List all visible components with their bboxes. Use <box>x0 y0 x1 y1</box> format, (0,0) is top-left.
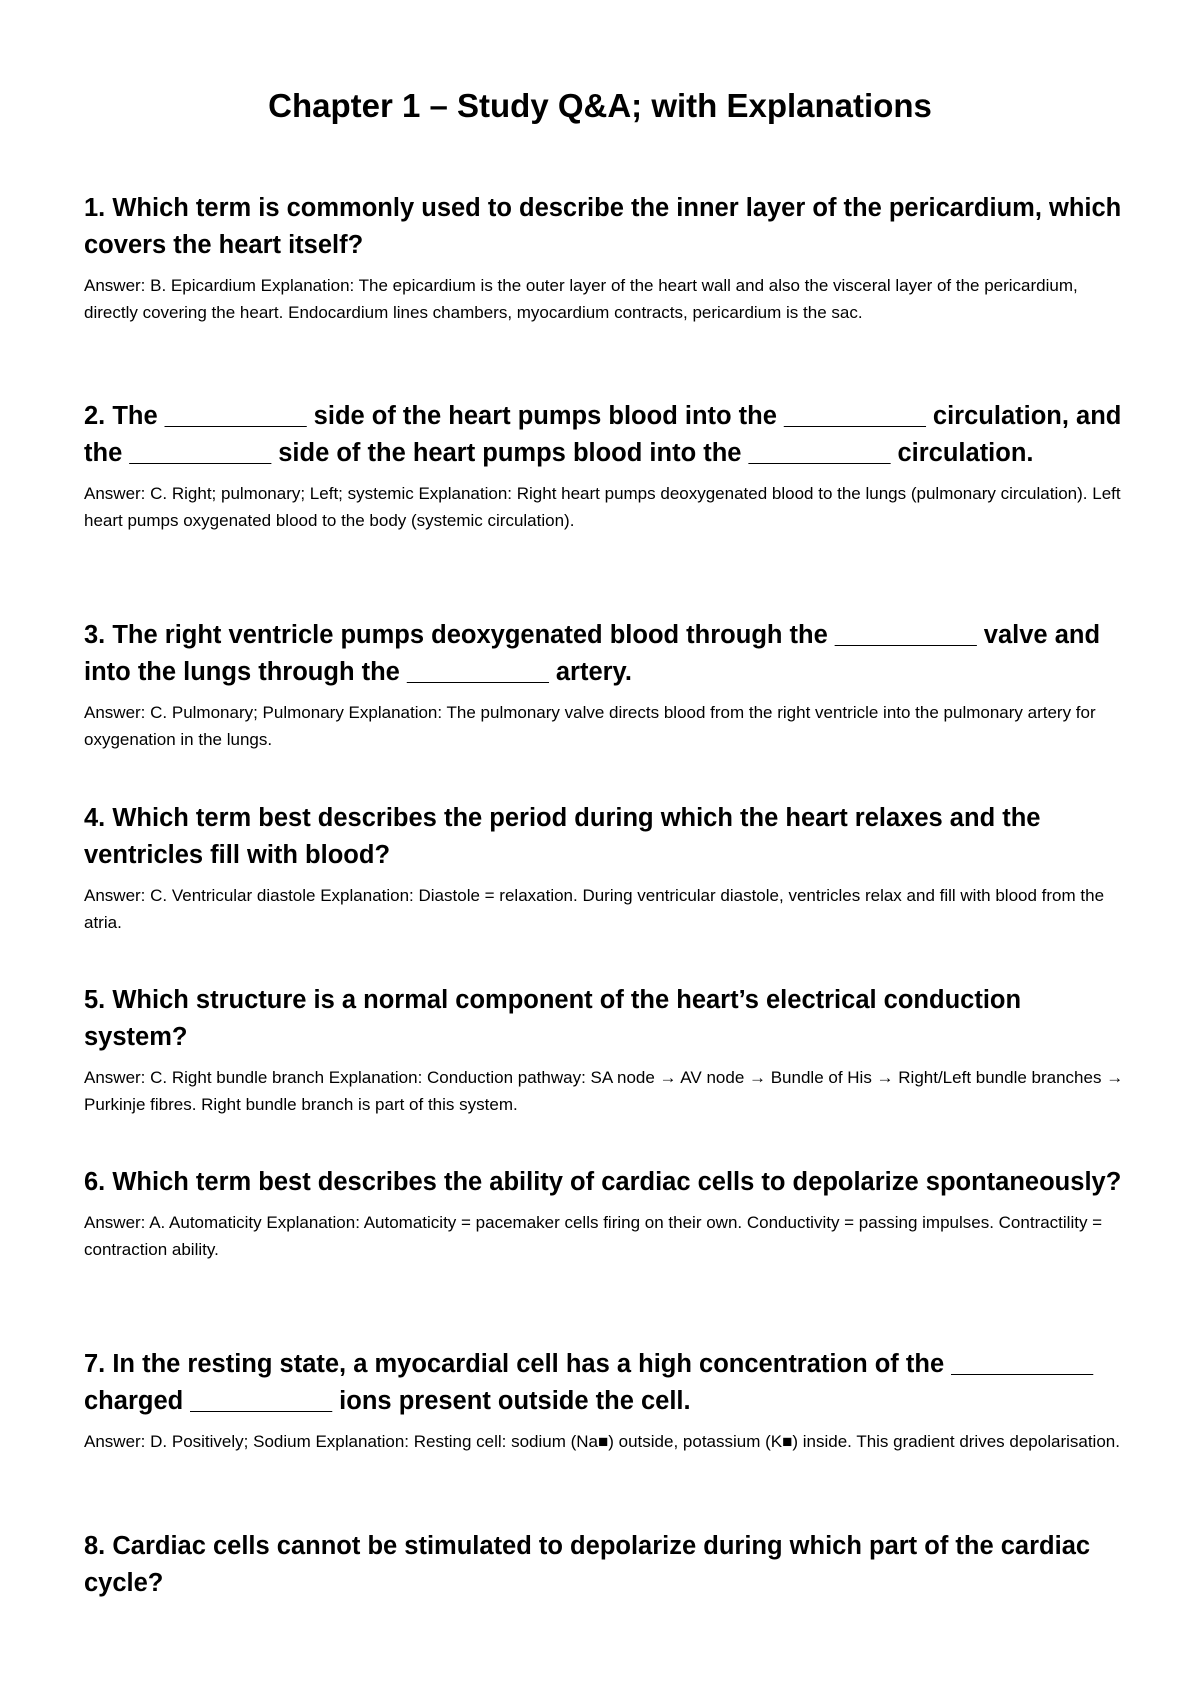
document-title: Chapter 1 – Study Q&A; with Explanations <box>268 87 932 124</box>
answer-text: Answer: C. Pulmonary; Pulmonary Explanation: The pulmonary valve directs blood from the right ventricle into the pulmonary artery for oxygenation in the lungs. <box>84 703 1096 749</box>
question-text: 2. The __________ side of the heart pumps blood into the __________ circulation, and the __________ side of the heart pumps blood into the __________ circulation. <box>84 402 1122 467</box>
answer-text: Answer: A. Automaticity Explanation: Automaticity = pacemaker cells firing on their own. Conductivity = passing impulses. Contractility = contraction ability. <box>84 1213 1103 1259</box>
question-text: 5. Which structure is a normal component of the heart’s electrical conduction system? <box>84 986 1022 1051</box>
qa-item-2 <box>84 398 1124 534</box>
question-text: 7. In the resting state, a myocardial cell has a high concentration of the __________ charged __________ ions present outside the cell. <box>84 1350 1094 1415</box>
qa-item-5 <box>84 982 1124 1118</box>
answer-text: Answer: C. Ventricular diastole Explanation: Diastole = relaxation. During ventricular diastole, ventricles relax and fill with blood from the atria. <box>84 886 1105 932</box>
answer-text: Answer: C. Right; pulmonary; Left; systemic Explanation: Right heart pumps deoxygenated blood to the lungs (pulmonary circulation). Left heart pumps oxygenated blood to the body (systemic circulation). <box>84 484 1121 530</box>
question-text: 1. Which term is commonly used to describe the inner layer of the pericardium, which covers the heart itself? <box>84 194 1122 259</box>
answer-text: Answer: C. Right bundle branch Explanation: Conduction pathway: SA node → AV node → Bundle of His → Right/Left bundle branches → Purkinje fibres. Right bundle branch is part of this system. <box>84 1068 1124 1114</box>
question-text: 8. Cardiac cells cannot be stimulated to depolarize during which part of the cardiac cycle? <box>84 1532 1091 1597</box>
qa-item-8 <box>84 1528 1124 1602</box>
qa-item-3 <box>84 617 1124 753</box>
question-text: 3. The right ventricle pumps deoxygenated blood through the __________ valve and into the lungs through the __________ artery. <box>84 621 1101 686</box>
qa-item-6 <box>84 1164 1124 1263</box>
question-text: 6. Which term best describes the ability of cardiac cells to depolarize spontaneously? <box>84 1168 1122 1196</box>
qa-item-7 <box>84 1346 1124 1455</box>
qa-item-4 <box>84 800 1124 936</box>
answer-text: Answer: B. Epicardium Explanation: The epicardium is the outer layer of the heart wall and also the visceral layer of the pericardium, directly covering the heart. Endocardium lines chambers, myocardium contracts, pericardium is the sac. <box>84 276 1078 322</box>
qa-item-1 <box>84 190 1124 326</box>
question-text: 4. Which term best describes the period during which the heart relaxes and the ventricles fill with blood? <box>84 804 1041 869</box>
answer-text: Answer: D. Positively; Sodium Explanation: Resting cell: sodium (Na■) outside, potassium (K■) inside. This gradient drives depolarisation. <box>84 1432 1120 1451</box>
